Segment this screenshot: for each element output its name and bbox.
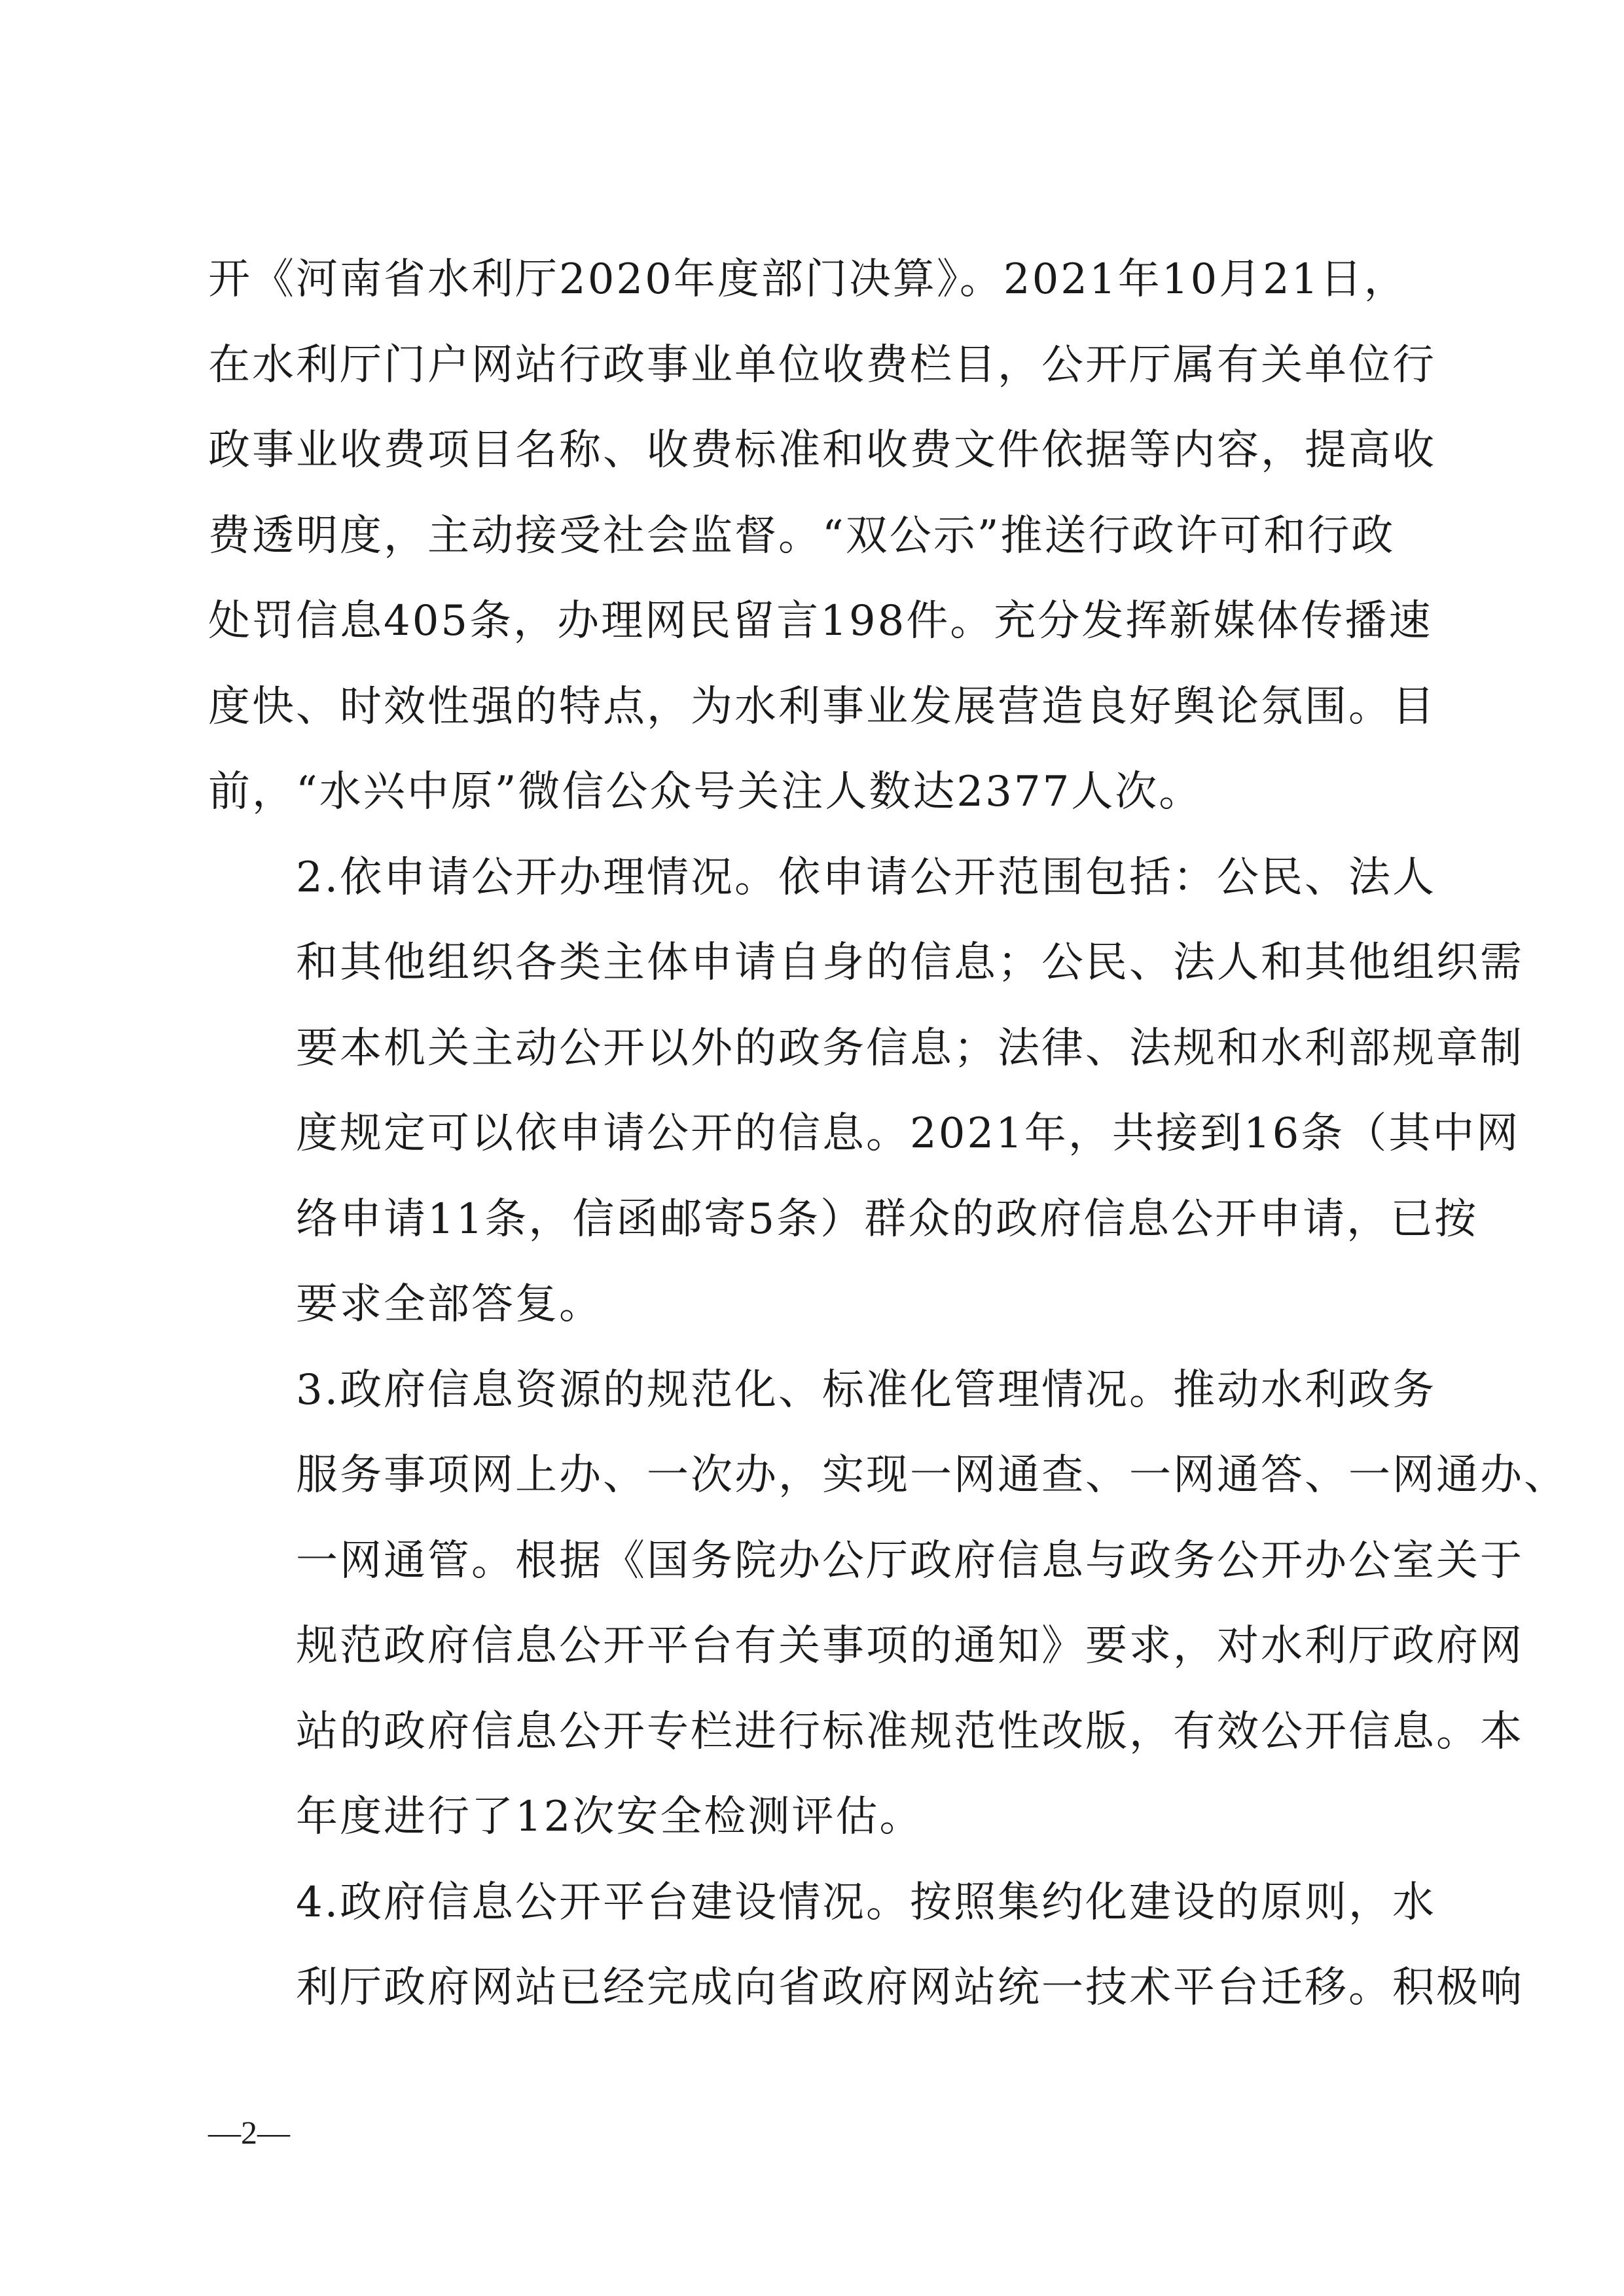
paragraph-4 (208, 1860, 1524, 2031)
body-text (208, 237, 1568, 2031)
text-line: 开《河南省水利厅2020年度部门决算》。2021年10月21日， (208, 255, 1408, 304)
text-line: 规范政府信息公开平台有关事项的通知》要求，对水利厅政府网 (296, 1622, 1524, 1670)
text-line: 费透明度，主动接受社会监督。“双公示”推送行政许可和行政 (208, 511, 1396, 560)
page-number: —2— (208, 2114, 290, 2151)
text-line: 在水利厅门户网站行政事业单位收费栏目，公开厅属有关单位行 (208, 340, 1436, 389)
text-line: 和其他组织各类主体申请自身的信息；公民、法人和其他组织需 (296, 939, 1524, 987)
text-line: 服务事项网上办、一次办，实现一网通查、一网通答、一网通办、 (296, 1451, 1568, 1499)
text-line: 利厅政府网站已经完成向省政府网站统一技术平台迁移。积极响 (296, 1964, 1524, 2012)
text-line: 年度进行了12次安全检测评估。 (296, 1793, 924, 1841)
text-line: 度快、时效性强的特点，为水利事业发展营造良好舆论氛围。目 (208, 682, 1436, 731)
paragraph-1 (208, 237, 1436, 835)
text-line: 要本机关主动公开以外的政务信息；法律、法规和水利部规章制 (296, 1024, 1524, 1073)
text-line: 3.政府信息资源的规范化、标准化管理情况。推动水利政务 (296, 1365, 1437, 1414)
text-line: 前，“水兴中原”微信公众号关注人数达2377人次。 (208, 768, 1203, 816)
paragraph-2 (208, 835, 1524, 1348)
text-line: 站的政府信息公开专栏进行标准规范性改版，有效公开信息。本 (296, 1707, 1524, 1756)
text-line: 处罚信息405条，办理网民留言198件。充分发挥新媒体传播速 (208, 597, 1433, 645)
text-line: 2.依申请公开办理情况。依申请公开范围包括：公民、法人 (296, 853, 1437, 902)
text-line: 要求全部答复。 (296, 1280, 603, 1329)
text-line: 一网通管。根据《国务院办公厅政府信息与政务公开办公室关于 (296, 1536, 1524, 1585)
text-line: 络申请11条，信函邮寄5条）群众的政府信息公开申请，已按 (296, 1194, 1479, 1244)
text-line: 度规定可以依申请公开的信息。2021年，共接到16条（其中网 (296, 1109, 1521, 1158)
text-line: 政事业收费项目名称、收费标准和收费文件依据等内容，提高收 (208, 426, 1436, 475)
text-line: 4.政府信息公开平台建设情况。按照集约化建设的原则，水 (296, 1878, 1437, 1927)
paragraph-3 (208, 1348, 1568, 1860)
